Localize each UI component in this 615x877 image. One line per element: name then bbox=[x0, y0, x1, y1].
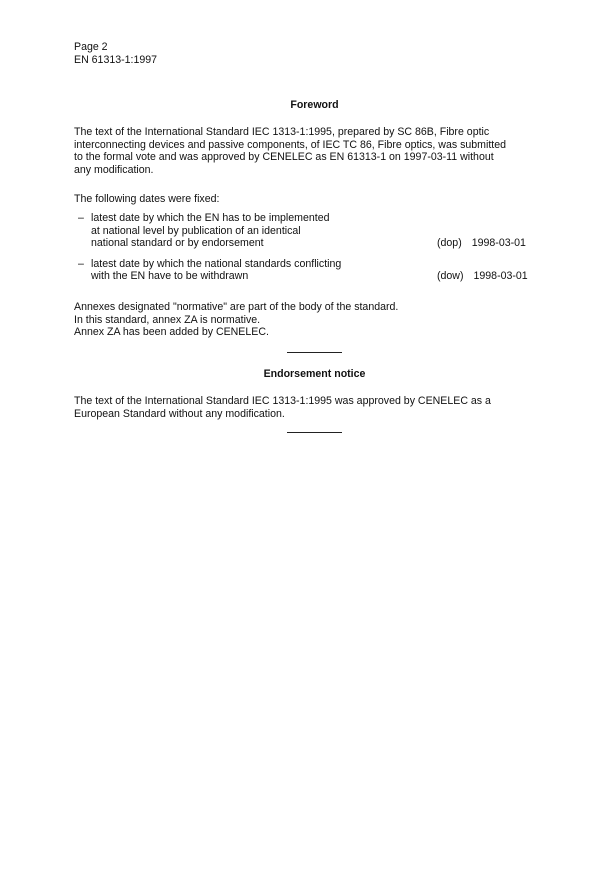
list-dash: – bbox=[78, 212, 84, 224]
annex-paragraph bbox=[74, 301, 558, 339]
item-line: latest date by which the EN has to be implemented bbox=[91, 212, 330, 224]
item-line: at national level by publication of an identical bbox=[91, 224, 301, 237]
endorsement-line: European Standard without any modification. bbox=[74, 407, 285, 420]
date-value: 1998-03-01 bbox=[473, 270, 528, 283]
foreword-line: interconnecting devices and passive components, of IEC TC 86, Fibre optics, was submitted bbox=[74, 138, 507, 151]
section-divider bbox=[287, 352, 342, 353]
date-code: (dow) bbox=[437, 270, 464, 283]
annex-line: Annexes designated "normative" are part of the body of the standard. bbox=[74, 301, 399, 313]
standard-number: EN 61313-1:1997 bbox=[74, 54, 158, 66]
list-dash: – bbox=[78, 257, 84, 270]
endorsement-paragraph bbox=[74, 395, 558, 420]
foreword-title: Foreword bbox=[290, 99, 339, 111]
endorsement-title: Endorsement notice bbox=[263, 368, 366, 380]
annex-line: In this standard, annex ZA is normative. bbox=[74, 313, 261, 326]
dates-intro: The following dates were fixed: bbox=[74, 193, 220, 205]
page-header bbox=[74, 41, 157, 67]
endorsement-line: The text of the International Standard IEC 1313-1:1995 was approved by CENELEC as a bbox=[74, 395, 491, 407]
item-line: with the EN have to be withdrawn bbox=[91, 270, 249, 283]
item-line: national standard or by endorsement bbox=[91, 237, 264, 250]
item-line: latest date by which the national standards conflicting bbox=[91, 257, 342, 270]
foreword-line: to the formal vote and was approved by CENELEC as EN 61313-1 on 1997-03-11 without bbox=[74, 151, 494, 164]
foreword-paragraph bbox=[74, 126, 558, 176]
date-value: 1998-03-01 bbox=[471, 237, 526, 250]
dates-list bbox=[74, 212, 558, 283]
page-number: Page 2 bbox=[74, 41, 108, 53]
section-divider bbox=[287, 432, 342, 433]
annex-line: Annex ZA has been added by CENELEC. bbox=[74, 326, 269, 339]
list-item bbox=[74, 212, 558, 250]
foreword-line: The text of the International Standard IEC 1313-1:1995, prepared by SC 86B, Fibre optic bbox=[74, 126, 490, 138]
date-code: (dop) bbox=[437, 237, 462, 250]
list-item bbox=[74, 258, 558, 283]
foreword-line: any modification. bbox=[74, 163, 154, 176]
